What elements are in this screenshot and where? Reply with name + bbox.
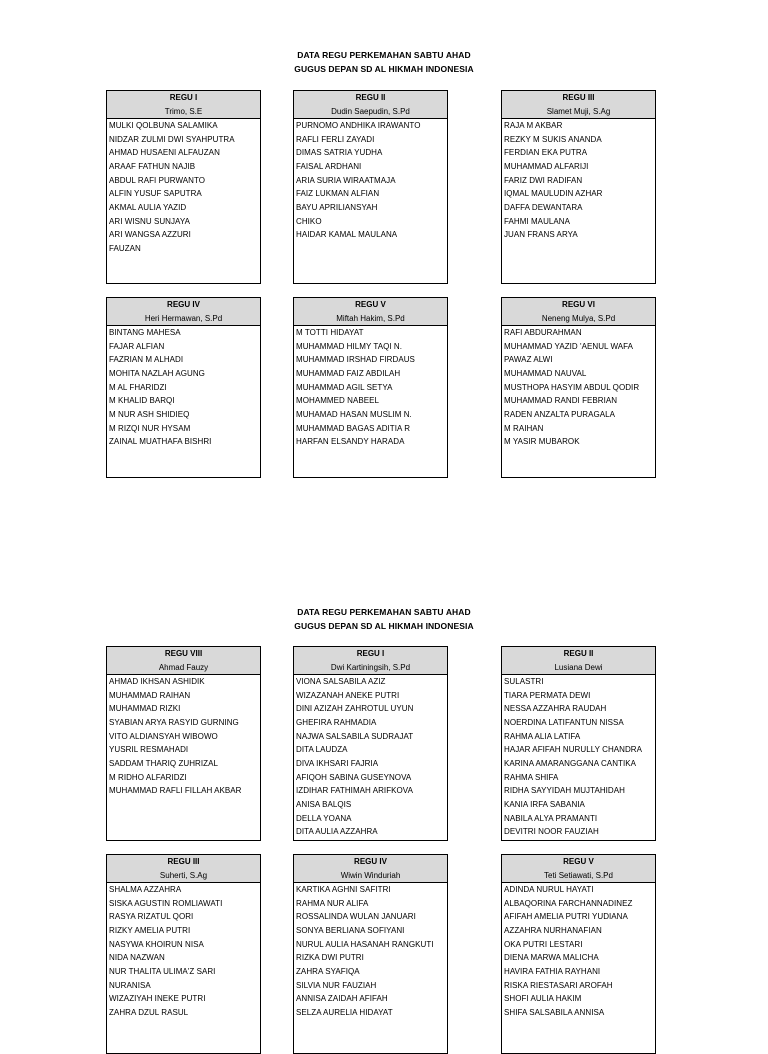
regu-name: REGU VIII xyxy=(164,649,203,658)
member-item: NIDA NAZWAN xyxy=(109,953,165,963)
regu-leader: Trimo, S.E xyxy=(164,106,203,116)
member-item: RAHMA SHIFA xyxy=(504,772,559,782)
member-item: NURANISA xyxy=(109,980,151,990)
member-item: RAFLI FERLI ZAYADI xyxy=(296,134,375,144)
member-item: NABILA ALYA PRAMANTI xyxy=(504,813,598,823)
member-item: RIZKY AMELIA PUTRI xyxy=(109,926,191,936)
regu-header xyxy=(502,298,655,326)
member-item: SYABIAN ARYA RASYID GURNING xyxy=(109,718,239,728)
member-item: MUHAMMAD FAIZ ABDILAH xyxy=(296,369,401,379)
member-item: ALFIN YUSUF SAPUTRA xyxy=(109,189,202,199)
member-item: DIMAS SATRIA YUDHA xyxy=(296,148,383,158)
member-item: RAHMA NUR ALIFA xyxy=(296,898,369,908)
member-item: IZDIHAR FATHIMAH ARIFKOVA xyxy=(296,786,413,796)
member-item: NIDZAR ZULMI DWI SYAHPUTRA xyxy=(109,134,235,144)
member-item: ADINDA NURUL HAYATI xyxy=(504,885,594,894)
regu-box xyxy=(293,90,448,284)
member-item: HAIDAR KAMAL MAULANA xyxy=(296,230,398,240)
member-item: PAWAZ ALWI xyxy=(504,355,553,365)
member-item: AHMAD IKHSAN ASHIDIK xyxy=(109,677,205,686)
member-item: M TOTTI HIDAYAT xyxy=(296,328,364,337)
regu-leader: Miftah Hakim, S.Pd xyxy=(336,313,405,323)
member-item: HAJAR AFIFAH NURULLY CHANDRA xyxy=(504,745,643,755)
member-list xyxy=(107,326,260,449)
member-item: ROSSALINDA WULAN JANUARI xyxy=(296,912,416,922)
member-item: SHIFA SALSABILA ANNISA xyxy=(504,1008,605,1018)
section-1-subtitle: GUGUS DEPAN SD AL HIKMAH INDONESIA xyxy=(294,64,474,74)
regu-header xyxy=(107,298,260,326)
member-item: SULASTRI xyxy=(504,677,544,686)
member-item: MUHAMMAD IRSHAD FIRDAUS xyxy=(296,355,415,365)
regu-leader: Heri Hermawan, S.Pd xyxy=(144,313,223,323)
member-item: FAZRIAN M ALHADI xyxy=(109,355,184,365)
member-item: RADEN ANZALTA PURAGALA xyxy=(504,410,616,420)
member-item: MUHAMAD HASAN MUSLIM N. xyxy=(296,410,412,420)
member-item: WIZAZIYAH INEKE PUTRI xyxy=(109,994,206,1004)
regu-name: REGU II xyxy=(563,649,594,658)
member-item: ALBAQORINA FARCHANNADINEZ xyxy=(504,898,633,908)
member-item: DIVA IKHSARI FAJRIA xyxy=(296,759,379,769)
regu-leader: Suherti, S.Ag xyxy=(159,870,208,880)
regu-box xyxy=(501,90,656,284)
member-list xyxy=(107,675,260,798)
member-item: ARAAF FATHUN NAJIB xyxy=(109,162,196,172)
member-item: ZAHRA SYAFIQA xyxy=(296,967,360,977)
member-item: MOHAMMED NABEEL xyxy=(296,396,379,406)
member-item: FERDIAN EKA PUTRA xyxy=(504,148,588,158)
regu-box xyxy=(501,854,656,1054)
member-item: ARI WISNU SUNJAYA xyxy=(109,216,191,226)
member-item: FAJAR ALFIAN xyxy=(109,341,165,351)
member-list xyxy=(107,883,260,1020)
member-item: FAHMI MAULANA xyxy=(504,216,570,226)
member-item: KARTIKA AGHNI SAFITRI xyxy=(296,885,391,894)
member-item: CHIKO xyxy=(296,216,322,226)
regu-header xyxy=(294,91,447,119)
regu-header xyxy=(502,647,655,675)
member-item: KANIA IRFA SABANIA xyxy=(504,800,585,810)
section-2-title: DATA REGU PERKEMAHAN SABTU AHAD xyxy=(297,607,471,617)
member-item: AHMAD HUSAENI ALFAUZAN xyxy=(109,148,220,158)
member-item: M RAIHAN xyxy=(504,423,544,433)
member-item: HARFAN ELSANDY HARADA xyxy=(296,437,405,447)
regu-box xyxy=(501,297,656,478)
regu-name: REGU V xyxy=(355,300,386,309)
member-item: FAUZAN xyxy=(109,244,141,254)
member-item: RIDHA SAYYIDAH MUJTAHIDAH xyxy=(504,786,625,796)
regu-box xyxy=(106,854,261,1054)
member-item: RAJA M AKBAR xyxy=(504,121,563,130)
regu-header xyxy=(294,298,447,326)
member-item: BAYU APRILIANSYAH xyxy=(296,203,378,213)
regu-name: REGU III xyxy=(562,93,595,102)
regu-header xyxy=(107,91,260,119)
member-item: SILVIA NUR FAUZIAH xyxy=(296,980,377,990)
regu-name: REGU VI xyxy=(562,300,595,309)
member-item: SISKA AGUSTIN ROMLIAWATI xyxy=(109,898,223,908)
member-item: M RIZQI NUR HYSAM xyxy=(109,423,191,433)
regu-header xyxy=(502,855,655,883)
member-item: DITA AULIA AZZAHRA xyxy=(296,827,378,837)
member-item: YUSRIL RESMAHADI xyxy=(109,745,189,755)
member-item: ANNISA ZAIDAH AFIFAH xyxy=(296,994,388,1004)
regu-box xyxy=(106,297,261,478)
member-item: FAIZ LUKMAN ALFIAN xyxy=(296,189,380,199)
member-item: FAISAL ARDHANI xyxy=(296,162,362,172)
member-item: M AL FHARIDZI xyxy=(109,382,167,392)
member-item: MUHAMMAD HILMY TAQI N. xyxy=(296,341,402,351)
member-item: AFIFAH AMELIA PUTRI YUDIANA xyxy=(504,912,628,922)
section-1-title: DATA REGU PERKEMAHAN SABTU AHAD xyxy=(297,50,471,60)
regu-name: REGU IV xyxy=(354,857,387,866)
member-item: MUSTHOPA HASYIM ABDUL QODIR xyxy=(504,382,640,392)
member-item: KARINA AMARANGGANA CANTIKA xyxy=(504,759,636,769)
member-item: REZKY M SUKIS ANANDA xyxy=(504,134,602,144)
member-item: ARI WANGSA AZZURI xyxy=(109,230,191,240)
member-item: BINTANG MAHESA xyxy=(109,328,181,337)
member-item: NESSA AZZAHRA RAUDAH xyxy=(504,704,607,714)
member-item: RAFI ABDURAHMAN xyxy=(504,328,582,337)
regu-box xyxy=(293,854,448,1054)
member-item: IQMAL MAULUDIN AZHAR xyxy=(504,189,603,199)
regu-leader: Dudin Saepudin, S.Pd xyxy=(331,106,410,116)
member-item: MUHAMMAD RIZKI xyxy=(109,704,181,714)
member-item: NURUL AULIA HASANAH RANGKUTI xyxy=(296,939,434,949)
member-item: DELLA YOANA xyxy=(296,813,352,823)
member-list xyxy=(294,675,447,839)
member-item: MUHAMMAD RAIHAN xyxy=(109,690,191,700)
member-item: M YASIR MUBAROK xyxy=(504,437,580,447)
member-item: NUR THALITA ULIMA'Z SARI xyxy=(109,967,216,977)
member-item: ABDUL RAFI PURWANTO xyxy=(109,175,206,185)
member-item: MUHAMMAD BAGAS ADITIA R xyxy=(296,423,411,433)
member-item: DEVITRI NOOR FAUZIAH xyxy=(504,827,599,837)
member-item: RASYA RIZATUL QORI xyxy=(109,912,194,922)
regu-header xyxy=(107,647,260,675)
member-item: OKA PUTRI LESTARI xyxy=(504,939,583,949)
member-item: NASYWA KHOIRUN NISA xyxy=(109,939,204,949)
member-item: VITO ALDIANSYAH WIBOWO xyxy=(109,731,218,741)
regu-leader: Ahmad Fauzy xyxy=(158,662,209,672)
regu-box xyxy=(106,646,261,841)
regu-box xyxy=(293,297,448,478)
member-list xyxy=(502,326,655,449)
member-list xyxy=(502,675,655,839)
regu-header xyxy=(294,855,447,883)
regu-leader: Teti Setiawati, S.Pd xyxy=(544,870,613,880)
member-item: DINI AZIZAH ZAHROTUL UYUN xyxy=(296,704,414,714)
regu-leader: Slamet Muji, S.Ag xyxy=(546,106,611,116)
member-list xyxy=(294,119,447,242)
member-item: TIARA PERMATA DEWI xyxy=(504,690,591,700)
member-item: MUHAMMAD RANDI FEBRIAN xyxy=(504,396,618,406)
member-item: ZAHRA DZUL RASUL xyxy=(109,1008,189,1018)
regu-leader: Dwi Kartiningsih, S.Pd xyxy=(330,662,411,672)
member-item: FARIZ DWI RADIFAN xyxy=(504,175,583,185)
member-item: PURNOMO ANDHIKA IRAWANTO xyxy=(296,121,421,130)
regu-box xyxy=(293,646,448,841)
regu-header xyxy=(294,647,447,675)
member-item: MULKI QOLBUNA SALAMIKA xyxy=(109,121,218,130)
member-item: MOHITA NAZLAH AGUNG xyxy=(109,369,205,379)
member-item: MUHAMMAD AGIL SETYA xyxy=(296,382,393,392)
member-item: RISKA RIESTASARI AROFAH xyxy=(504,980,613,990)
member-item: M NUR ASH SHIDIEQ xyxy=(109,410,190,420)
member-item: M RIDHO ALFARIDZI xyxy=(109,772,187,782)
regu-leader: Neneng Mulya, S.Pd xyxy=(541,313,616,323)
member-item: AKMAL AULIA YAZID xyxy=(109,203,187,213)
member-item: MUHAMMAD ALFARIJI xyxy=(504,162,589,172)
member-item: MUHAMMAD NAUVAL xyxy=(504,369,587,379)
regu-box xyxy=(106,90,261,284)
member-item: WIZAZANAH ANEKE PUTRI xyxy=(296,690,400,700)
member-list xyxy=(107,119,260,256)
member-item: GHEFIRA RAHMADIA xyxy=(296,718,377,728)
member-item: AZZAHRA NURHANAFIAN xyxy=(504,926,602,936)
regu-name: REGU II xyxy=(355,93,386,102)
member-item: DAFFA DEWANTARA xyxy=(504,203,583,213)
regu-header xyxy=(502,91,655,119)
regu-name: REGU IV xyxy=(167,300,200,309)
regu-name: REGU I xyxy=(356,649,385,658)
member-list xyxy=(502,119,655,242)
member-item: MUHAMMAD RAFLI FILLAH AKBAR xyxy=(109,786,242,796)
member-list xyxy=(294,883,447,1020)
regu-name: REGU III xyxy=(167,857,200,866)
member-item: ANISA BALQIS xyxy=(296,800,352,810)
member-item: JUAN FRANS ARYA xyxy=(504,230,578,240)
member-item: RAHMA ALIA LATIFA xyxy=(504,731,581,741)
member-list xyxy=(294,326,447,449)
member-item: MUHAMMAD YAZID 'AENUL WAFA xyxy=(504,341,634,351)
member-item: SHOFI AULIA HAKIM xyxy=(504,994,582,1004)
regu-name: REGU V xyxy=(563,857,594,866)
section-2-subtitle: GUGUS DEPAN SD AL HIKMAH INDONESIA xyxy=(294,621,474,631)
member-item: M KHALID BARQI xyxy=(109,396,175,406)
member-item: SONYA BERLIANA SOFIYANI xyxy=(296,926,405,936)
member-item: AFIQOH SABINA GUSEYNOVA xyxy=(296,772,412,782)
member-item: DIENA MARWA MALICHA xyxy=(504,953,599,963)
regu-leader: Lusiana Dewi xyxy=(554,662,603,672)
member-item: NAJWA SALSABILA SUDRAJAT xyxy=(296,731,414,741)
member-item: ARIA SURIA WIRAATMAJA xyxy=(296,175,396,185)
member-item: SHALMA AZZAHRA xyxy=(109,885,182,894)
member-list xyxy=(502,883,655,1020)
member-item: SELZA AURELIA HIDAYAT xyxy=(296,1008,393,1018)
member-item: SADDAM THARIQ ZUHRIZAL xyxy=(109,759,218,769)
member-item: HAVIRA FATHIA RAYHANI xyxy=(504,967,601,977)
member-item: DITA LAUDZA xyxy=(296,745,348,755)
regu-box xyxy=(501,646,656,841)
member-item: NOERDINA LATIFANTUN NISSA xyxy=(504,718,624,728)
regu-header xyxy=(107,855,260,883)
regu-leader: Wiwin Winduriah xyxy=(340,870,401,880)
member-item: RIZKA DWI PUTRI xyxy=(296,953,364,963)
regu-name: REGU I xyxy=(169,93,198,102)
member-item: ZAINAL MUATHAFA BISHRI xyxy=(109,437,212,447)
member-item: VIONA SALSABILA AZIZ xyxy=(296,677,386,686)
